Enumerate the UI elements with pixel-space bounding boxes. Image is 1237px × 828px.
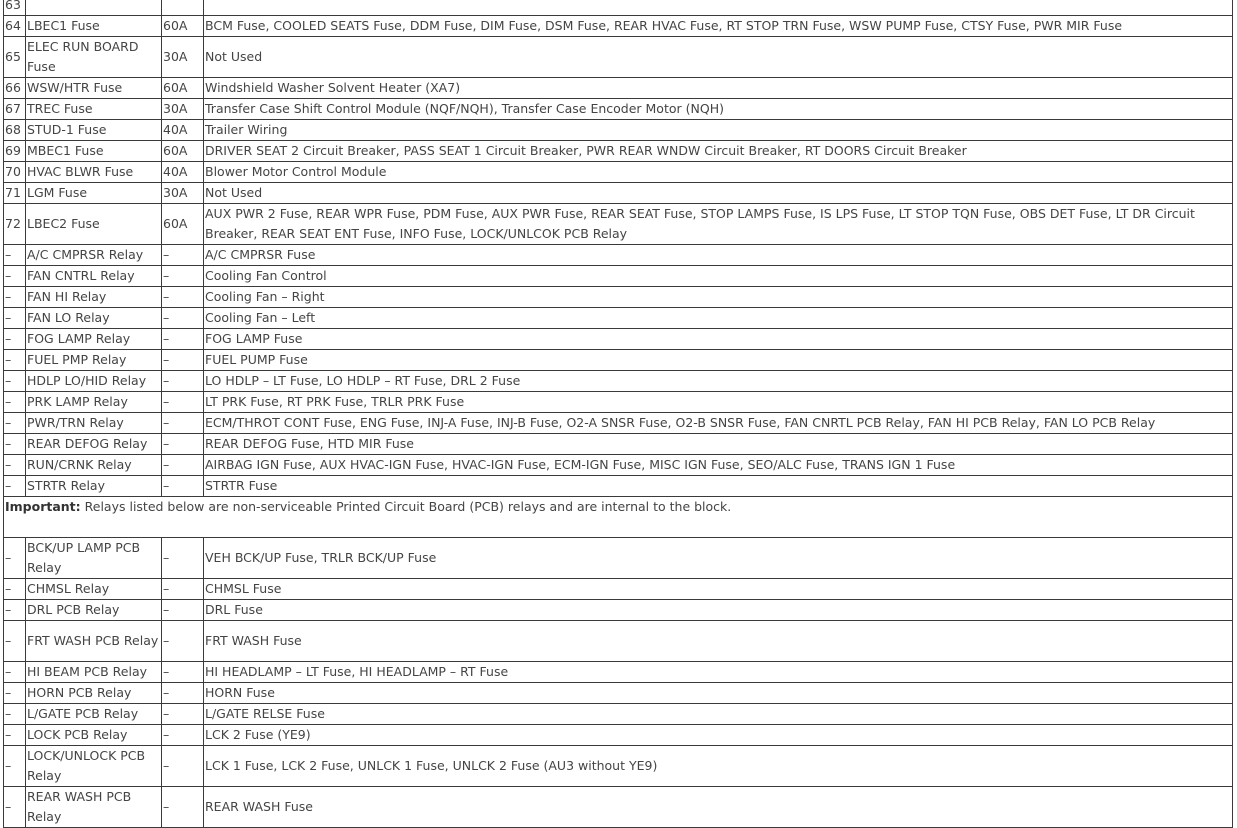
row-amperage: – [162, 371, 204, 392]
row-name: FRT WASH PCB Relay [26, 621, 162, 662]
row-description: HI HEADLAMP – LT Fuse, HI HEADLAMP – RT Fuse [204, 662, 1233, 683]
row-number: – [4, 350, 26, 371]
row-description: CHMSL Fuse [204, 579, 1233, 600]
row-amperage: – [162, 704, 204, 725]
row-name: FOG LAMP Relay [26, 329, 162, 350]
row-amperage: – [162, 538, 204, 579]
row-amperage: – [162, 579, 204, 600]
row-description: AUX PWR 2 Fuse, REAR WPR Fuse, PDM Fuse, AUX PWR Fuse, REAR SEAT Fuse, STOP LAMPS Fuse, IS LPS Fuse, LT STOP TQN Fuse, OBS DET Fuse, LT DR Circuit Breaker, REAR SEAT ENT Fuse, INFO Fuse, LOCK/UNLCOK PCB Relay [204, 204, 1233, 245]
row-amperage: – [162, 746, 204, 787]
row-description: Cooling Fan – Left [204, 308, 1233, 329]
row-amperage: 60A [162, 16, 204, 37]
row-number: – [4, 683, 26, 704]
row-description: REAR DEFOG Fuse, HTD MIR Fuse [204, 434, 1233, 455]
fuse-table-container [3, 0, 1233, 828]
table-row [4, 99, 1233, 120]
row-name: MBEC1 Fuse [26, 141, 162, 162]
table-row [4, 392, 1233, 413]
row-amperage: 30A [162, 37, 204, 78]
row-number: – [4, 538, 26, 579]
row-name: HVAC BLWR Fuse [26, 162, 162, 183]
row-number: – [4, 621, 26, 662]
row-number: 63 [4, 0, 26, 16]
table-row [4, 662, 1233, 683]
row-name: LGM Fuse [26, 183, 162, 204]
row-amperage: – [162, 245, 204, 266]
row-number: – [4, 579, 26, 600]
row-description: Blower Motor Control Module [204, 162, 1233, 183]
row-name: LBEC1 Fuse [26, 16, 162, 37]
row-amperage: 60A [162, 141, 204, 162]
row-description: FUEL PUMP Fuse [204, 350, 1233, 371]
row-amperage: – [162, 434, 204, 455]
table-row [4, 78, 1233, 99]
row-description: Windshield Washer Solvent Heater (XA7) [204, 78, 1233, 99]
row-description: FOG LAMP Fuse [204, 329, 1233, 350]
row-description: Not Used [204, 37, 1233, 78]
table-row [4, 746, 1233, 787]
row-number: – [4, 600, 26, 621]
row-amperage: – [162, 600, 204, 621]
row-number: 71 [4, 183, 26, 204]
fuse-table-body [4, 0, 1233, 828]
row-amperage: 30A [162, 99, 204, 120]
row-number: – [4, 308, 26, 329]
row-name: RUN/CRNK Relay [26, 455, 162, 476]
table-row [4, 204, 1233, 245]
row-description: ECM/THROT CONT Fuse, ENG Fuse, INJ-A Fuse, INJ-B Fuse, O2-A SNSR Fuse, O2-B SNSR Fuse, FAN CNRTL PCB Relay, FAN HI PCB Relay, FAN LO PCB Relay [204, 413, 1233, 434]
table-row [4, 476, 1233, 497]
table-row [4, 600, 1233, 621]
table-row [4, 308, 1233, 329]
row-number: 64 [4, 16, 26, 37]
row-number: 66 [4, 78, 26, 99]
row-description: Trailer Wiring [204, 120, 1233, 141]
table-row [4, 538, 1233, 579]
row-name: FUEL PMP Relay [26, 350, 162, 371]
row-number: – [4, 245, 26, 266]
table-row [4, 455, 1233, 476]
table-row [4, 37, 1233, 78]
important-note [4, 497, 1233, 538]
row-description: STRTR Fuse [204, 476, 1233, 497]
row-amperage: – [162, 662, 204, 683]
row-name: REAR WASH PCB Relay [26, 787, 162, 828]
row-number: – [4, 787, 26, 828]
table-row [4, 725, 1233, 746]
row-name: REAR DEFOG Relay [26, 434, 162, 455]
row-amperage: 40A [162, 120, 204, 141]
row-description: Cooling Fan – Right [204, 287, 1233, 308]
table-row [4, 683, 1233, 704]
row-amperage: – [162, 787, 204, 828]
row-name: PWR/TRN Relay [26, 413, 162, 434]
row-name: PRK LAMP Relay [26, 392, 162, 413]
row-number: 69 [4, 141, 26, 162]
row-description: DRL Fuse [204, 600, 1233, 621]
row-name: HI BEAM PCB Relay [26, 662, 162, 683]
row-name: LOCK PCB Relay [26, 725, 162, 746]
row-number: – [4, 392, 26, 413]
row-description: Cooling Fan Control [204, 266, 1233, 287]
row-description: LCK 2 Fuse (YE9) [204, 725, 1233, 746]
table-row [4, 704, 1233, 725]
row-name: HORN PCB Relay [26, 683, 162, 704]
row-name: FAN HI Relay [26, 287, 162, 308]
row-amperage: – [162, 476, 204, 497]
row-name: L/GATE PCB Relay [26, 704, 162, 725]
table-row [4, 266, 1233, 287]
table-row [4, 162, 1233, 183]
row-number: – [4, 434, 26, 455]
row-number: – [4, 287, 26, 308]
row-name: BCK/UP LAMP PCB Relay [26, 538, 162, 579]
table-row [4, 350, 1233, 371]
row-name: A/C CMPRSR Relay [26, 245, 162, 266]
important-note-text: Relays listed below are non-serviceable Printed Circuit Board (PCB) relays and are internal to the block. [80, 499, 732, 514]
row-amperage: – [162, 287, 204, 308]
table-row [4, 434, 1233, 455]
row-number: – [4, 413, 26, 434]
table-row [4, 141, 1233, 162]
table-row [4, 329, 1233, 350]
row-description: Transfer Case Shift Control Module (NQF/NQH), Transfer Case Encoder Motor (NQH) [204, 99, 1233, 120]
row-amperage: 60A [162, 78, 204, 99]
row-name: FAN LO Relay [26, 308, 162, 329]
row-name: LBEC2 Fuse [26, 204, 162, 245]
row-amperage: – [162, 392, 204, 413]
row-amperage: – [162, 329, 204, 350]
row-description: A/C CMPRSR Fuse [204, 245, 1233, 266]
row-description: LT PRK Fuse, RT PRK Fuse, TRLR PRK Fuse [204, 392, 1233, 413]
row-number: – [4, 371, 26, 392]
row-name: STUD-1 Fuse [26, 120, 162, 141]
row-description: FRT WASH Fuse [204, 621, 1233, 662]
row-amperage: 30A [162, 183, 204, 204]
row-name: HDLP LO/HID Relay [26, 371, 162, 392]
fuse-relay-table [3, 0, 1233, 828]
table-row [4, 621, 1233, 662]
row-amperage: – [162, 308, 204, 329]
row-amperage: – [162, 266, 204, 287]
row-name: CHMSL Relay [26, 579, 162, 600]
row-name: STRTR Relay [26, 476, 162, 497]
row-number: – [4, 746, 26, 787]
important-note-label: Important: [5, 499, 81, 514]
table-row [4, 287, 1233, 308]
row-name: TREC Fuse [26, 99, 162, 120]
row-description: LO HDLP – LT Fuse, LO HDLP – RT Fuse, DRL 2 Fuse [204, 371, 1233, 392]
table-row [4, 183, 1233, 204]
important-note-row [4, 497, 1233, 538]
table-row [4, 16, 1233, 37]
row-description: LCK 1 Fuse, LCK 2 Fuse, UNLCK 1 Fuse, UNLCK 2 Fuse (AU3 without YE9) [204, 746, 1233, 787]
table-row [4, 371, 1233, 392]
table-row [4, 579, 1233, 600]
row-amperage [162, 0, 204, 16]
row-name: FAN CNTRL Relay [26, 266, 162, 287]
table-row [4, 787, 1233, 828]
row-name: ELEC RUN BOARD Fuse [26, 37, 162, 78]
row-number: 70 [4, 162, 26, 183]
row-number: – [4, 662, 26, 683]
row-name: LOCK/UNLOCK PCB Relay [26, 746, 162, 787]
row-number: – [4, 476, 26, 497]
row-description: BCM Fuse, COOLED SEATS Fuse, DDM Fuse, DIM Fuse, DSM Fuse, REAR HVAC Fuse, RT STOP TRN Fuse, WSW PUMP Fuse, CTSY Fuse, PWR MIR Fuse [204, 16, 1233, 37]
row-description: VEH BCK/UP Fuse, TRLR BCK/UP Fuse [204, 538, 1233, 579]
row-description: L/GATE RELSE Fuse [204, 704, 1233, 725]
row-amperage: – [162, 725, 204, 746]
table-row-truncated [4, 0, 1233, 16]
row-name: DRL PCB Relay [26, 600, 162, 621]
row-description: HORN Fuse [204, 683, 1233, 704]
row-description: AIRBAG IGN Fuse, AUX HVAC-IGN Fuse, HVAC-IGN Fuse, ECM-IGN Fuse, MISC IGN Fuse, SEO/ALC Fuse, TRANS IGN 1 Fuse [204, 455, 1233, 476]
row-number: 68 [4, 120, 26, 141]
table-row [4, 413, 1233, 434]
row-description: Not Used [204, 183, 1233, 204]
row-amperage: – [162, 350, 204, 371]
row-number: – [4, 704, 26, 725]
row-amperage: 60A [162, 204, 204, 245]
row-number: 67 [4, 99, 26, 120]
row-amperage: – [162, 455, 204, 476]
row-amperage: 40A [162, 162, 204, 183]
row-number: – [4, 455, 26, 476]
row-amperage: – [162, 683, 204, 704]
row-number: 65 [4, 37, 26, 78]
row-name [26, 0, 162, 16]
row-number: – [4, 725, 26, 746]
row-amperage: – [162, 621, 204, 662]
row-number: 72 [4, 204, 26, 245]
table-row [4, 245, 1233, 266]
row-amperage: – [162, 413, 204, 434]
row-description [204, 0, 1233, 16]
row-description: REAR WASH Fuse [204, 787, 1233, 828]
row-number: – [4, 266, 26, 287]
row-number: – [4, 329, 26, 350]
table-row [4, 120, 1233, 141]
row-description: DRIVER SEAT 2 Circuit Breaker, PASS SEAT 1 Circuit Breaker, PWR REAR WNDW Circuit Breaker, RT DOORS Circuit Breaker [204, 141, 1233, 162]
row-name: WSW/HTR Fuse [26, 78, 162, 99]
